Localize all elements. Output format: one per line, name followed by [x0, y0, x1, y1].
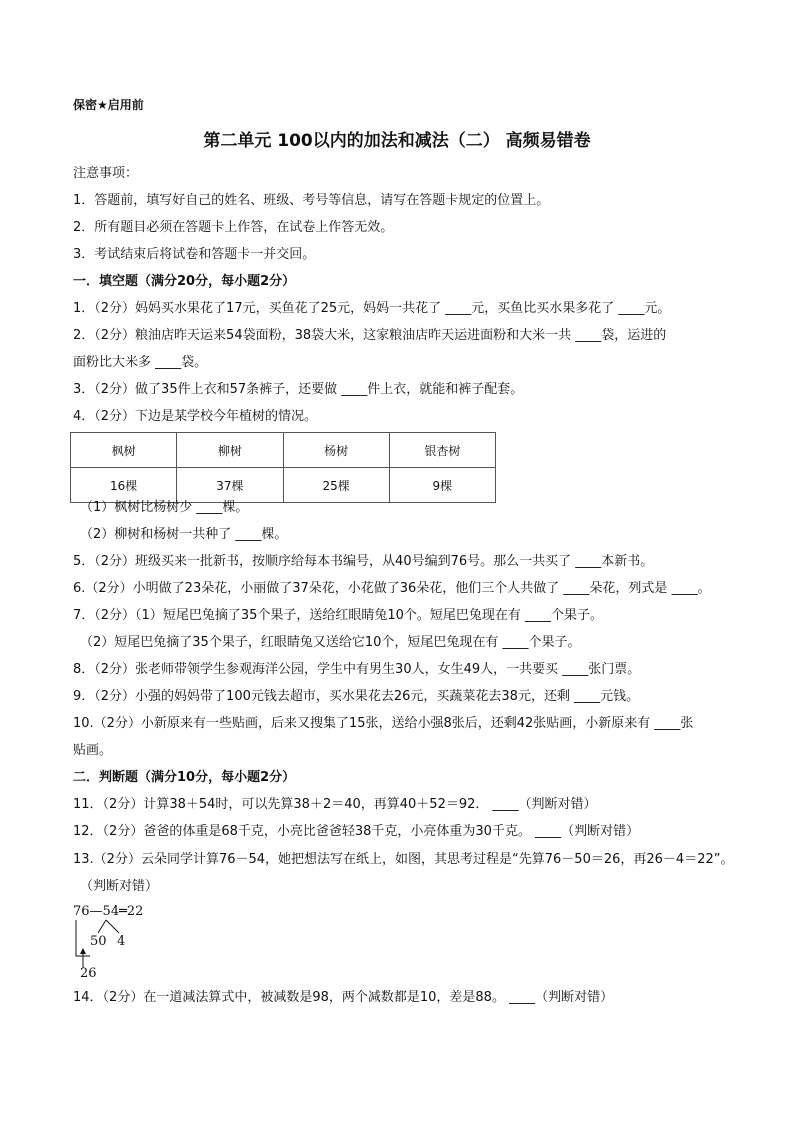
question-5: 5．（2分）班级买来一批新书，按顺序给每本书编号，从40号编到76号。那么一共买了 ____本新书。	[73, 554, 654, 569]
question-11: 11．（2分）计算38＋54时，可以先算38＋2＝40，再算40＋52＝92． ____（判断对错）	[73, 797, 597, 812]
calculation-diagram	[73, 904, 163, 984]
table-header-cell: 柳树	[177, 433, 283, 468]
diagram-expression: 76—54═22	[73, 904, 144, 919]
table-header-cell: 银杏树	[389, 433, 495, 468]
question-12: 12．（2分）爸爸的体重是68千克，小亮比爸爸轻38千克，小亮体重为30千克。 ____（判断对错）	[73, 824, 640, 839]
split-line-right	[106, 920, 119, 933]
diagram-right-part: 4	[117, 934, 126, 949]
table-cell: 9棵	[389, 468, 495, 503]
question-6: 6.（2分）小明做了23朵花，小丽做了37朵花，小花做了36朵花，他们三个人共做了 ____朵花，列式是 ____。	[73, 581, 711, 596]
table-cell: 16棵	[71, 468, 177, 503]
arrow-head-icon	[80, 948, 86, 954]
note-item: 1．答题前，填写好自己的姓名、班级、考号等信息，请写在答题卡规定的位置上。	[73, 193, 550, 208]
tree-table	[70, 432, 496, 503]
question-2: 2．（2分）粮油店昨天运来54袋面粉，38袋大米，这家粮油店昨天运进面粉和大米一共 ____袋，运进的	[73, 328, 667, 343]
question-4-part2: （2）柳树和杨树一共种了 ____棵。	[80, 527, 288, 542]
table-row	[71, 433, 496, 468]
note-item: 2．所有题目必须在答题卡上作答，在试卷上作答无效。	[73, 220, 394, 235]
question-9: 9．（2分）小强的妈妈带了100元钱去超市，买水果花去26元，买蔬菜花去38元，还剩 ____元钱。	[73, 689, 640, 704]
question-14: 14．（2分）在一道减法算式中，被减数是98，两个减数都是10，差是88。 ____（判断对错）	[73, 990, 614, 1005]
question-4-part1: （1）枫树比杨树少 ____棵。	[80, 500, 249, 515]
table-row	[71, 468, 496, 503]
page-title: 第二单元 100以内的加法和减法（二） 高频易错卷	[203, 131, 591, 151]
section2-heading: 二．判断题（满分10分，每小题2分）	[73, 770, 296, 785]
question-10: 10.（2分）小新原来有一些贴画，后来又搜集了15张，送给小强8张后，还剩42张贴画，小新原来有 ____张	[73, 716, 694, 731]
question-13: 13.（2分）云朵同学计算76－54，她把想法写在纸上，如图，其思考过程是“先算76－50＝26，再26－4＝22”。	[73, 852, 734, 867]
question-4: 4．（2分）下边是某学校今年植树的情况。	[73, 409, 318, 424]
section1-heading: 一．填空题（满分20分，每小题2分）	[73, 274, 296, 289]
question-3: 3．（2分）做了35件上衣和57条裤子，还要做 ____件上衣，就能和裤子配套。	[73, 382, 524, 397]
question-7-part2: （2）短尾巴兔摘了35个果子，红眼睛兔又送给它10个，短尾巴兔现在有 ____个果子。	[80, 635, 581, 650]
question-8: 8．（2分）张老师带领学生参观海洋公园，学生中有男生30人，女生49人，一共要买 ____张门票。	[73, 662, 641, 677]
diagram-left-part: 50	[90, 934, 107, 949]
notes-heading: 注意事项：	[73, 166, 139, 181]
question-1: 1．（2分）妈妈买水果花了17元，买鱼花了25元，妈妈一共花了 ____元，买鱼比买水果多花了 ____元。	[73, 301, 671, 316]
question-10-cont: 贴画。	[73, 743, 113, 758]
table-cell: 25棵	[283, 468, 389, 503]
table-header-cell: 杨树	[283, 433, 389, 468]
split-line-left	[98, 920, 106, 933]
table-cell: 37棵	[177, 468, 283, 503]
confidential-label: 保密★启用前	[73, 98, 144, 112]
note-item: 3．考试结束后将试卷和答题卡一并交回。	[73, 247, 316, 262]
question-7: 7．（2分）（1）短尾巴兔摘了35个果子，送给红眼睛兔10个。短尾巴兔现在有 ____个果子。	[73, 608, 604, 623]
table-header-cell: 枫树	[71, 433, 177, 468]
question-2-cont: 面粉比大米多 ____袋。	[73, 355, 208, 370]
question-13-cont: （判断对错）	[80, 879, 159, 894]
diagram-result: 26	[80, 966, 97, 981]
